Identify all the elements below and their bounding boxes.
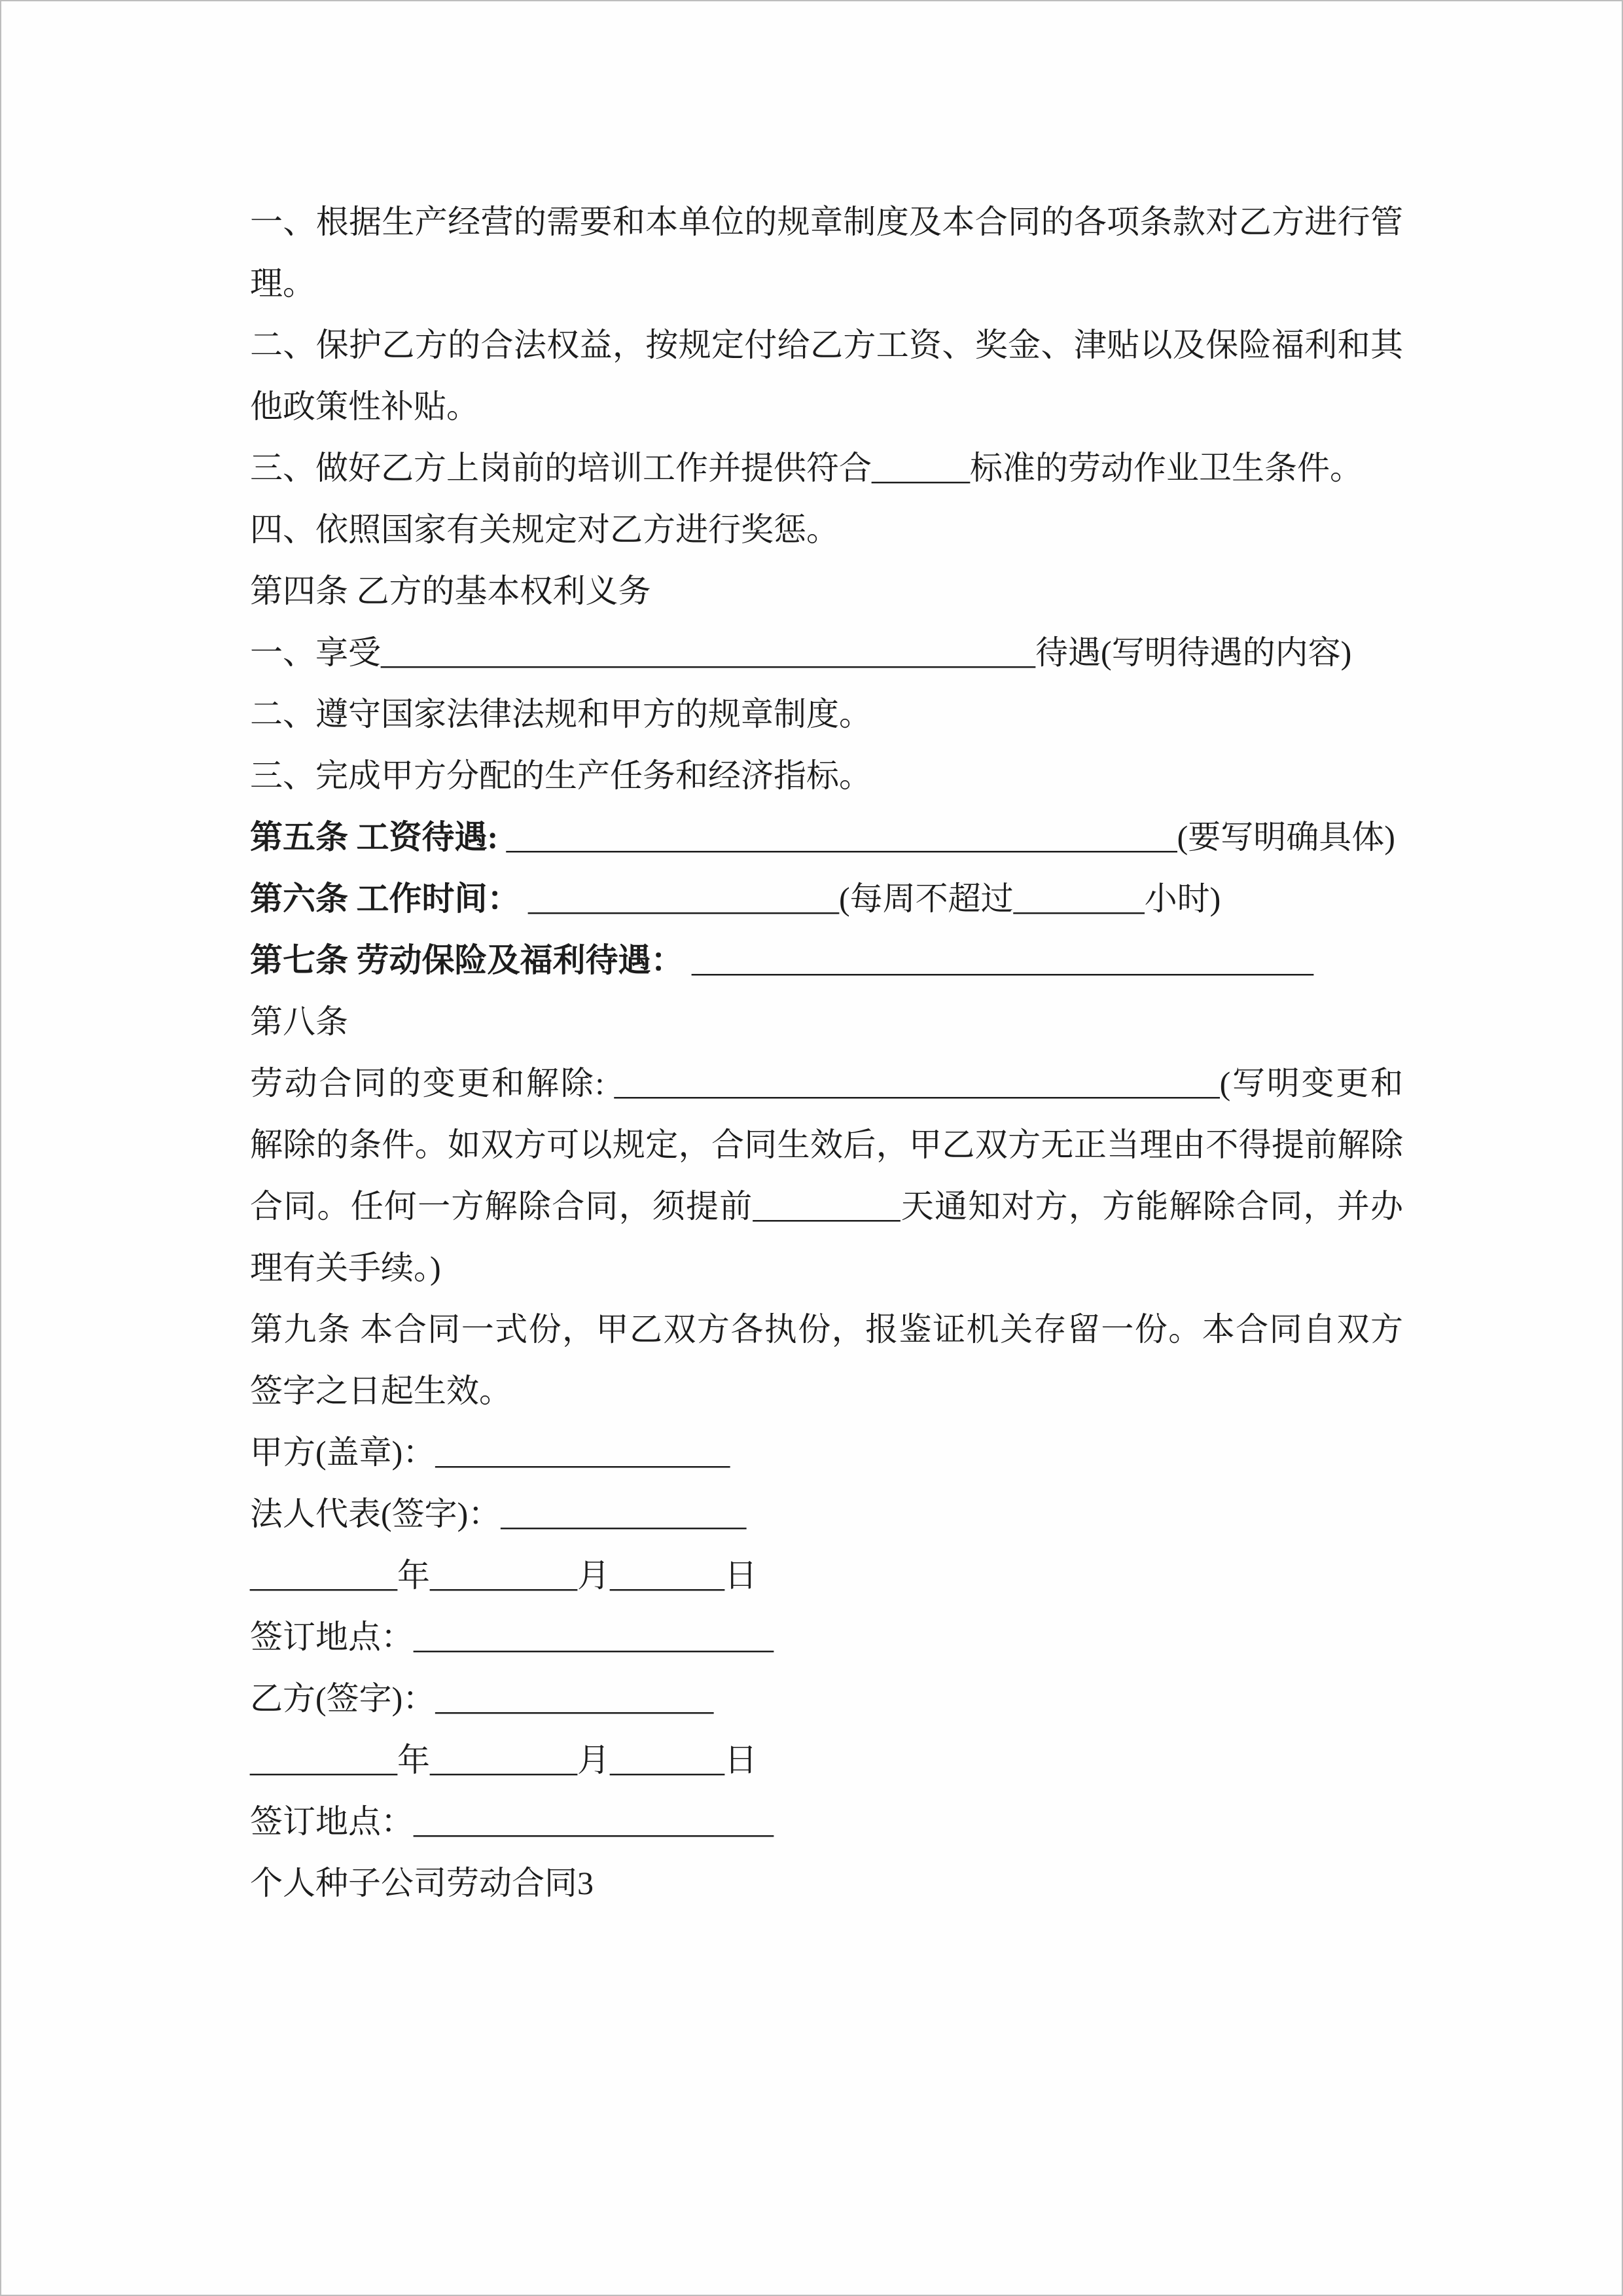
clause-text: 二、保护乙方的合法权益，按规定付给乙方工资、奖金、津贴以及保险福利和其他政策性补贴。 [250, 327, 1403, 425]
legal-rep-signature-line [250, 1483, 1403, 1545]
contract-clause [250, 622, 1403, 683]
contract-clause [250, 745, 1403, 806]
clause-text: 一、根据生产经营的需要和本单位的规章制度及本合同的各项条款对乙方进行管理。 [250, 204, 1403, 302]
date-line [250, 1729, 1403, 1791]
contract-clause [250, 499, 1403, 560]
clause-article7-insurance [250, 929, 1403, 991]
clause-text: _________年_________月_______日 [250, 1742, 757, 1778]
contract-clause [250, 437, 1403, 499]
clause-article5-salary [250, 806, 1403, 868]
clause-text: 三、做好乙方上岗前的培训工作并提供符合______标准的劳动作业卫生条件。 [250, 450, 1363, 486]
clause-text: 劳动合同的变更和解除: _____________________________________(写明变更和解除的条件。如双方可以规定，合同生效后，甲乙双方无正当理由不得提前解除合同。任何一方解除合同，须提前_________天通知对方，方能解除合同，并办理有关手续。) [250, 1065, 1403, 1286]
clause-text: 签订地点：______________________ [250, 1619, 774, 1655]
clause-article6-hours [250, 868, 1403, 929]
clause-text: 甲方(盖章)：__________________ [250, 1434, 730, 1471]
contract-clause [250, 314, 1403, 437]
clause-article9 [250, 1299, 1403, 1422]
clause-text: 乙方(签字)：_________________ [250, 1680, 714, 1717]
clause-label: 第六条 工作时间： [250, 880, 528, 917]
clause-text: 签订地点：______________________ [250, 1803, 774, 1840]
clause-label: 第七条 劳动保险及福利待遇： [250, 942, 692, 978]
date-line [250, 1545, 1403, 1606]
clause-text: 四、依照国家有关规定对乙方进行奖惩。 [250, 511, 839, 548]
clause-heading-article4 [250, 560, 1403, 622]
clause-text: 个人种子公司劳动合同3 [250, 1865, 594, 1901]
contract-body [250, 191, 1403, 1914]
signing-place-line [250, 1606, 1403, 1668]
clause-text: 一、享受________________________________________待遇(写明待遇的内容) [250, 634, 1352, 671]
clause-text: _________年_________月_______日 [250, 1557, 757, 1594]
clause-text: 三、完成甲方分配的生产任务和经济指标。 [250, 757, 872, 794]
clause-label: 第五条 工资待遇: [250, 819, 507, 855]
party-b-signature-line [250, 1668, 1403, 1729]
footer-title [250, 1852, 1403, 1914]
clause-text: ______________________________________ [692, 942, 1313, 978]
clause-article8-body [250, 1052, 1403, 1299]
clause-text: 第四条 乙方的基本权利义务 [250, 573, 651, 609]
clause-text: 二、遵守国家法律法规和甲方的规章制度。 [250, 696, 872, 732]
clause-text: 法人代表(签字)：_______________ [250, 1496, 747, 1532]
clause-text: _________________________________________(要写明确具体) [506, 819, 1395, 855]
clause-text: 第九条 本合同一式份，甲乙双方各执份，报鉴证机关存留一份。本合同自双方签字之日起生效。 [250, 1311, 1403, 1409]
clause-text: ___________________(每周不超过________小时) [528, 880, 1221, 917]
clause-heading-article8 [250, 991, 1403, 1052]
signing-place-line [250, 1791, 1403, 1852]
contract-clause [250, 683, 1403, 745]
clause-text: 第八条 [250, 1003, 348, 1040]
party-a-seal-line [250, 1422, 1403, 1483]
contract-clause [250, 191, 1403, 314]
